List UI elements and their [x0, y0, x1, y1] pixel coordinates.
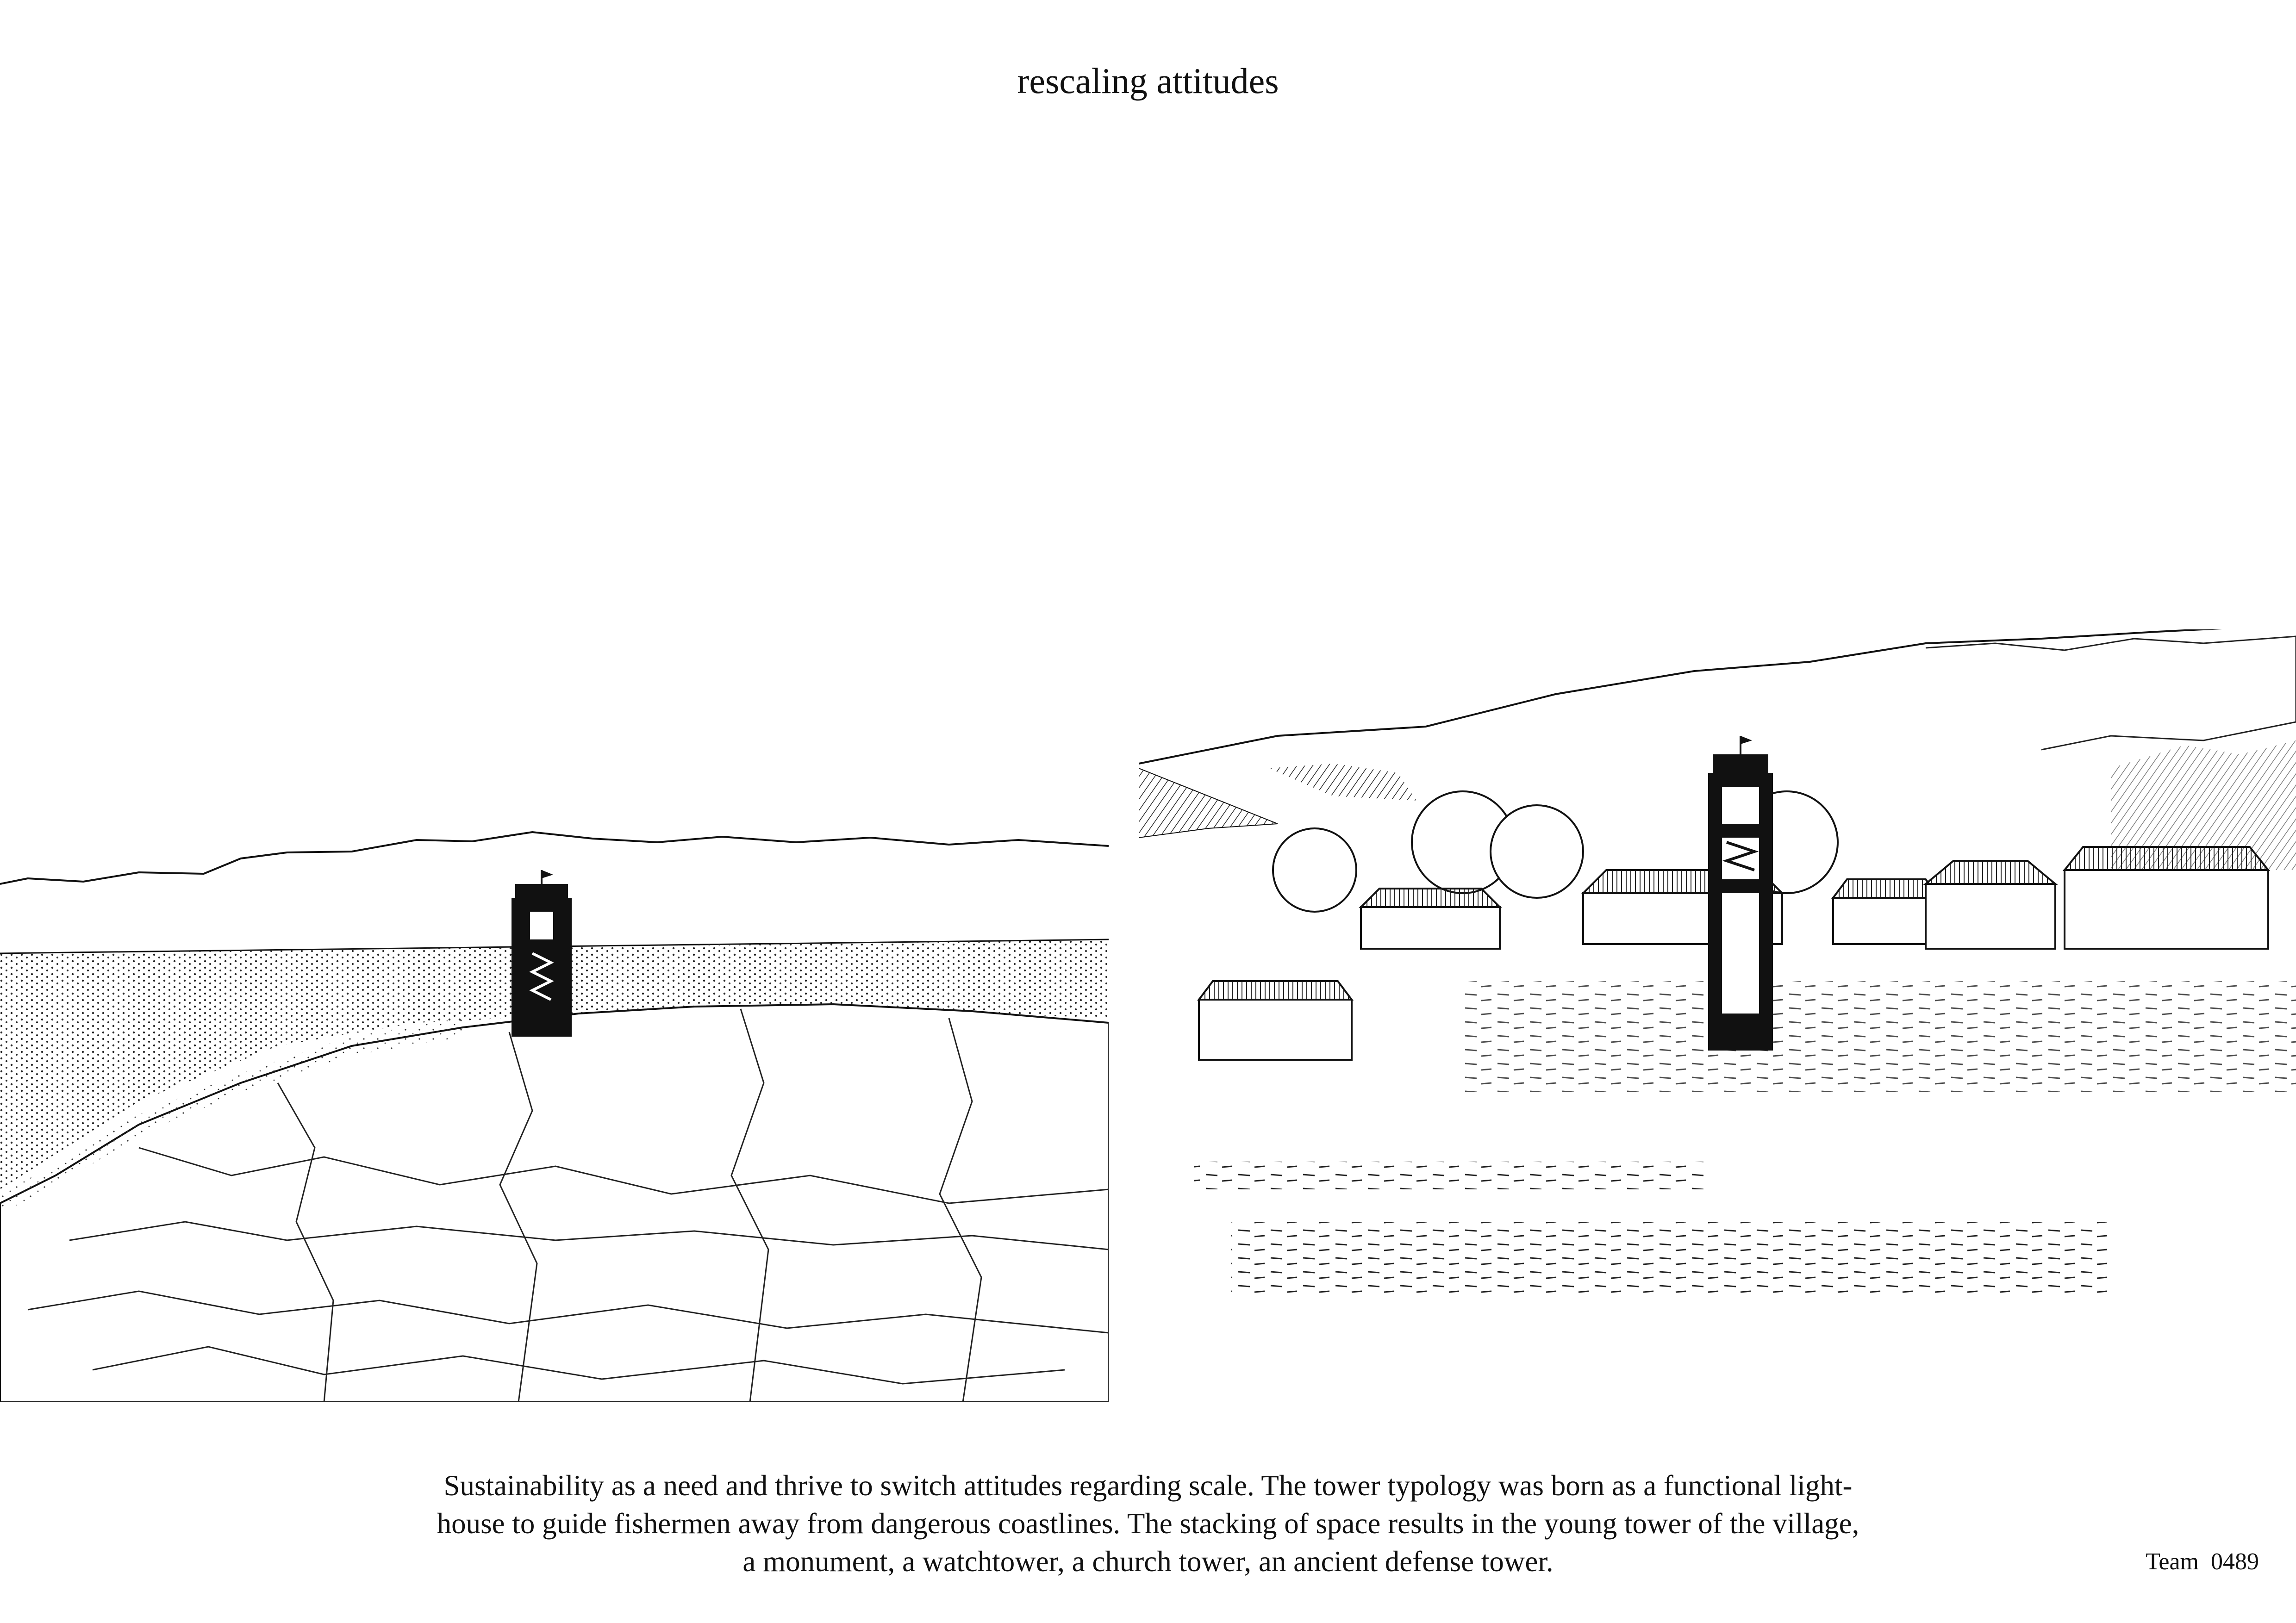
village-tower-drawing	[1139, 629, 2296, 1402]
caption-line-1: Sustainability as a need and thrive to switch attitudes regarding scale. The tower typology was born as a functional light-	[443, 1469, 1853, 1502]
lighthouse-tower	[512, 870, 572, 1037]
team-word: Team	[2146, 1548, 2199, 1575]
hillside-outline	[1139, 629, 2296, 764]
village-tower	[1708, 736, 1773, 1051]
caption	[278, 1467, 2018, 1581]
distant-hills-line	[0, 832, 1109, 884]
illustration-lighthouse-coast	[0, 824, 1109, 1402]
lighthouse-coast-drawing	[0, 824, 1109, 1402]
team-label	[2146, 1548, 2259, 1575]
illustration-village-tower	[1139, 629, 2296, 1402]
page-title: rescaling attitudes	[1017, 61, 1279, 101]
caption-line-3: a monument, a watchtower, a church tower, an ancient defense tower.	[742, 1545, 1554, 1578]
caption-line-2: house to guide fishermen away from dangerous coastlines. The stacking of space results in the young tower of the village,	[437, 1507, 1859, 1540]
team-number: 0489	[2211, 1548, 2259, 1575]
